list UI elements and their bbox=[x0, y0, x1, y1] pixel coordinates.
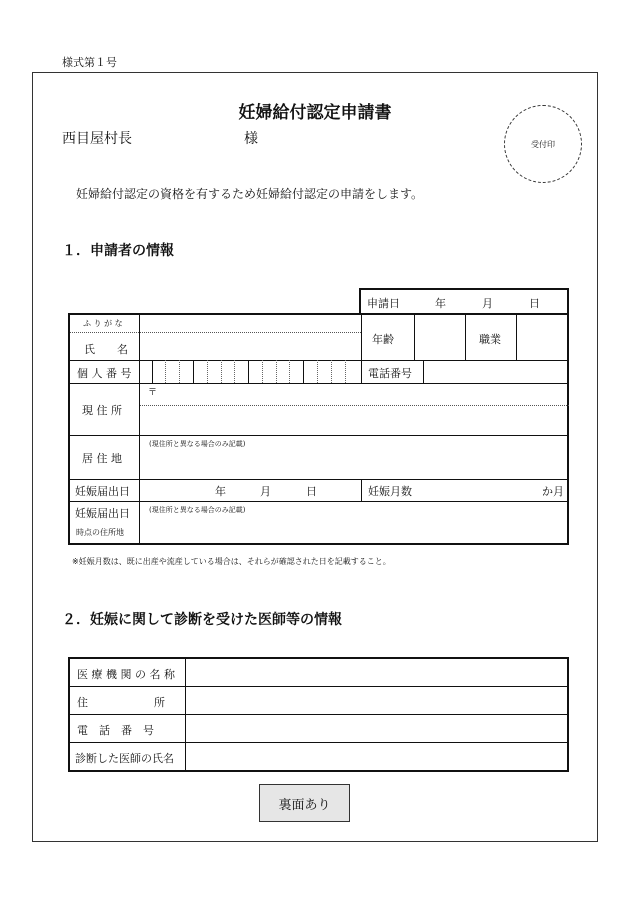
footnote: ※妊娠月数は、既に出産や流産している場合は、それらが確認された日を記載すること。 bbox=[72, 557, 391, 566]
address-label: 現 住 所 bbox=[82, 404, 122, 417]
pregnancy-months-label: 妊娠月数 bbox=[368, 485, 412, 498]
addressee: 西目屋村長 bbox=[62, 131, 132, 147]
section1-heading: １．申請者の情報 bbox=[62, 243, 174, 259]
honorific: 様 bbox=[244, 131, 258, 147]
back-side-label: 裏面あり bbox=[278, 797, 331, 813]
reception-stamp bbox=[504, 105, 582, 183]
form-number: 様式第１号 bbox=[62, 56, 117, 69]
doctor-name-label: 診断した医師の氏名 bbox=[75, 752, 174, 765]
section2-heading: ２．妊娠に関して診断を受けた医師等の情報 bbox=[62, 612, 342, 628]
occupation-label: 職業 bbox=[479, 333, 501, 346]
report-address-note: (現住所と異なる場合のみ記載) bbox=[149, 506, 246, 514]
postal-mark: 〒 bbox=[148, 388, 158, 398]
report-address-label: 妊娠届出日 bbox=[75, 507, 130, 520]
page-title: 妊婦給付認定申請書 bbox=[238, 103, 392, 123]
application-date-label: 申請日 bbox=[367, 297, 400, 310]
intro-text: 妊婦給付認定の資格を有するため妊婦給付認定の申請をします。 bbox=[76, 187, 424, 201]
applicant-table bbox=[68, 313, 569, 545]
pregnancy-months-unit: か月 bbox=[542, 485, 564, 498]
date-month-unit: 月 bbox=[482, 297, 493, 310]
medical-institution-label: 医 療 機 関 の 名 称 bbox=[77, 668, 175, 681]
furigana-label: ふ り が な bbox=[83, 319, 123, 328]
doctor-address-label: 住 所 bbox=[77, 696, 165, 709]
age-label: 年齢 bbox=[372, 333, 394, 346]
doctor-phone-label: 電 話 番 号 bbox=[77, 724, 154, 737]
application-date-box[interactable] bbox=[359, 288, 569, 315]
date-day-unit: 日 bbox=[529, 297, 540, 310]
name-label: 氏 名 bbox=[84, 343, 128, 356]
date-year-unit: 年 bbox=[435, 297, 446, 310]
stamp-label: 受付印 bbox=[531, 139, 555, 149]
phone-label: 電話番号 bbox=[368, 367, 412, 380]
pregnancy-year-unit: 年 bbox=[215, 485, 226, 498]
report-address-label-2: 時点の住所地 bbox=[76, 528, 124, 537]
back-side-button[interactable] bbox=[259, 784, 350, 822]
pregnancy-date-label: 妊娠届出日 bbox=[75, 485, 130, 498]
pregnancy-month-unit: 月 bbox=[260, 485, 271, 498]
doctor-info-table bbox=[68, 657, 569, 772]
residence-label: 居 住 地 bbox=[82, 452, 122, 465]
pregnancy-day-unit: 日 bbox=[306, 485, 317, 498]
id-number-label: 個 人 番 号 bbox=[77, 367, 132, 380]
residence-note: (現住所と異なる場合のみ記載) bbox=[149, 440, 246, 448]
